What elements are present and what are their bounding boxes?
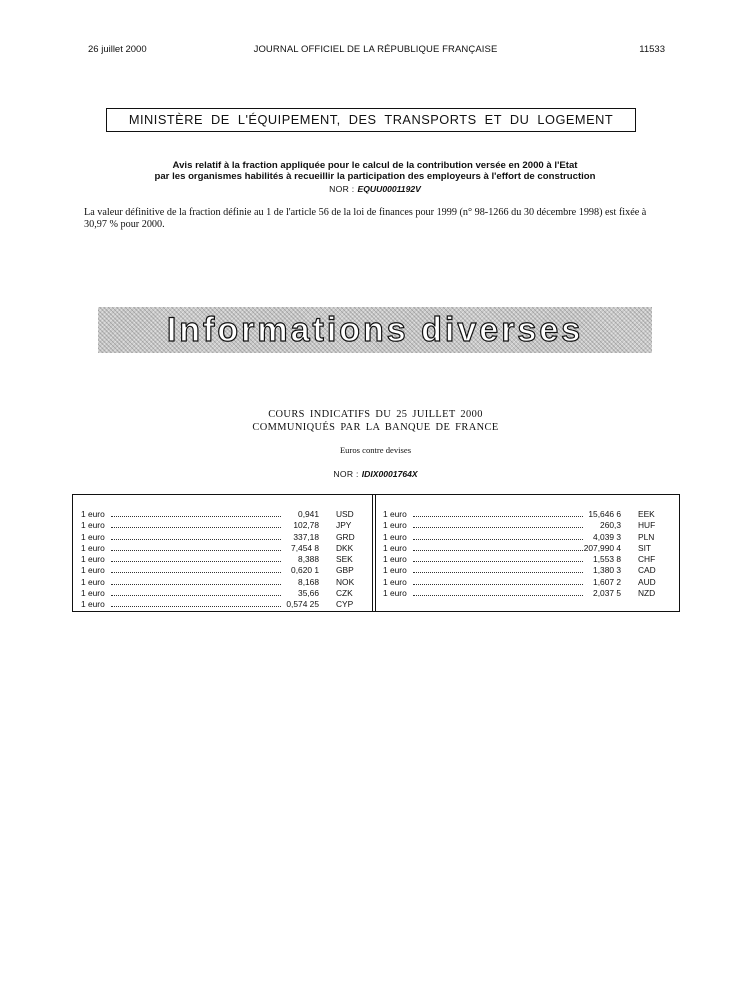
rate-value: 8,168: [298, 576, 319, 587]
rate-currency: SIT: [638, 542, 652, 553]
rate-label: 1 euro: [81, 554, 105, 565]
cours-title-line2: COMMUNIQUÉS PAR LA BANQUE DE FRANCE: [252, 422, 499, 433]
rate-label: 1 euro: [81, 576, 105, 587]
rate-currency: HUF: [638, 520, 656, 531]
rate-row: [383, 577, 669, 588]
rate-label: 1 euro: [383, 565, 407, 576]
rate-value: 207,990 4: [583, 542, 621, 553]
rate-currency: JPY: [336, 520, 352, 531]
rate-label: 1 euro: [383, 554, 407, 565]
rate-label: 1 euro: [383, 531, 407, 542]
rate-row: [383, 588, 669, 599]
cours-nor: [0, 469, 751, 479]
rate-currency: CYP: [336, 599, 354, 610]
rate-row: [81, 599, 363, 610]
rate-row: [383, 543, 669, 554]
avis-title-line2: par les organismes habilités à recueillir la participation des employeurs à l'effort de construction: [154, 171, 596, 182]
rate-label: 1 euro: [383, 588, 407, 599]
avis-nor-code: EQUU0001192V: [357, 184, 421, 194]
leader-dots: [111, 516, 281, 517]
rate-value: 102,78: [293, 520, 319, 531]
cours-nor-code: IDIX0001764X: [361, 469, 418, 479]
leader-dots: [413, 572, 583, 573]
rate-currency: GRD: [336, 531, 355, 542]
cours-subtitle: Euros contre devises: [339, 445, 412, 455]
header-page-number: 11533: [639, 44, 665, 55]
leader-dots: [413, 584, 583, 585]
rate-currency: AUD: [638, 576, 656, 587]
rate-label: 1 euro: [81, 565, 105, 576]
rate-row: [383, 509, 669, 520]
rate-value: 260,3: [600, 520, 621, 531]
rate-row: [383, 554, 669, 565]
leader-dots: [413, 550, 583, 551]
rate-value: 15,646 6: [588, 509, 621, 519]
leader-dots: [111, 561, 281, 562]
rate-label: 1 euro: [383, 509, 407, 519]
exchange-rates-table: [72, 494, 680, 612]
rate-value: 8,388: [298, 554, 319, 565]
avis-title-line1: Avis relatif à la fraction appliquée pour le calcul de la contribution versée en 2000 à l'Etat: [172, 160, 578, 171]
rate-row: [383, 532, 669, 543]
leader-dots: [413, 516, 583, 517]
leader-dots: [111, 606, 281, 607]
rate-row: [81, 532, 363, 543]
rate-row: [81, 554, 363, 565]
leader-dots: [413, 595, 583, 596]
rate-row: [81, 543, 363, 554]
rate-row: [81, 520, 363, 531]
rate-row: [383, 565, 669, 576]
rate-value: 0,574 25: [286, 599, 319, 610]
rate-row: [81, 565, 363, 576]
rate-currency: NOK: [336, 576, 355, 587]
ministry-title: MINISTÈRE DE L'ÉQUIPEMENT, DES TRANSPORTS ET DU LOGEMENT: [106, 108, 636, 132]
avis-text: La valeur définitive de la fraction définie au 1 de l'article 56 de la loi de finances pour 1999 (n° 98-1266 du 30 décembre 1998) est fixée à 30,97 % pour 2000.: [84, 207, 647, 230]
cours-title-line1: COURS INDICATIFS DU 25 JUILLET 2000: [268, 409, 483, 420]
rate-value: 1,553 8: [593, 554, 621, 565]
rate-currency: CZK: [336, 588, 353, 599]
leader-dots: [111, 572, 281, 573]
leader-dots: [111, 539, 281, 540]
rate-currency: PLN: [638, 531, 655, 542]
rate-value: 2,037 5: [593, 588, 621, 599]
cours-nor-label: NOR :: [333, 469, 359, 479]
rate-value: 7,454 8: [291, 542, 319, 553]
leader-dots: [413, 527, 583, 528]
header-journal-title: JOURNAL OFFICIEL DE LA RÉPUBLIQUE FRANÇAISE: [253, 44, 498, 55]
rate-row: [81, 588, 363, 599]
rate-row: [81, 509, 363, 520]
header-date: 26 juillet 2000: [88, 44, 147, 55]
rate-label: 1 euro: [81, 531, 105, 542]
rate-label: 1 euro: [383, 520, 407, 531]
rates-column-left: [81, 509, 363, 611]
rate-label: 1 euro: [81, 588, 105, 599]
rate-currency: NZD: [638, 588, 656, 599]
rate-value: 0,941: [298, 509, 319, 519]
rate-currency: GBP: [336, 565, 354, 576]
leader-dots: [111, 595, 281, 596]
rate-currency: CAD: [638, 565, 656, 576]
rate-label: 1 euro: [81, 542, 105, 553]
avis-nor-label: NOR :: [329, 184, 355, 194]
section-banner-title: Informations diverses: [166, 311, 584, 349]
rate-value: 1,380 3: [593, 565, 621, 576]
rate-row: [383, 520, 669, 531]
rate-currency: CHF: [638, 554, 656, 565]
rate-value: 0,620 1: [291, 565, 319, 576]
rate-row: [81, 577, 363, 588]
rate-currency: DKK: [336, 542, 354, 553]
rate-label: 1 euro: [81, 520, 105, 531]
rate-value: 1,607 2: [593, 576, 621, 587]
leader-dots: [111, 584, 281, 585]
section-banner: [98, 307, 652, 353]
leader-dots: [111, 550, 281, 551]
page-header: [0, 44, 751, 58]
leader-dots: [111, 527, 281, 528]
avis-nor: [80, 184, 670, 194]
rates-column-right: [383, 509, 669, 599]
rate-value: 4,039 3: [593, 531, 621, 542]
rate-value: 337,18: [293, 531, 319, 542]
rate-currency: EEK: [638, 509, 655, 519]
rate-label: 1 euro: [81, 509, 105, 519]
rate-currency: SEK: [336, 554, 353, 565]
column-separator: [372, 495, 376, 611]
leader-dots: [413, 561, 583, 562]
rate-label: 1 euro: [81, 599, 105, 610]
rate-label: 1 euro: [383, 576, 407, 587]
rate-currency: USD: [336, 509, 354, 519]
leader-dots: [413, 539, 583, 540]
rate-value: 35,66: [298, 588, 319, 599]
rate-label: 1 euro: [383, 542, 407, 553]
